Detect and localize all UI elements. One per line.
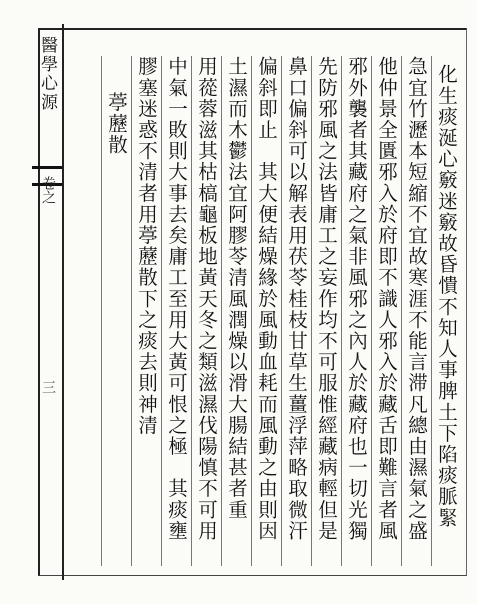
body-text	[66, 56, 461, 576]
book-title: 醫學心源	[37, 36, 57, 112]
text-column: 偏斜即止 其大便結燥緣於風動血耗而風動之由則因	[251, 56, 281, 566]
text-column: 膠塞迷惑不清者用葶藶散下之痰去則神清	[131, 56, 161, 566]
text-column: 邪外襲者其藏府之氣非風邪之內人於藏府也一切光獨	[341, 56, 371, 566]
text-column: 他仲景全匱邪入於府即不識人邪入於藏舌即難言者風	[371, 56, 401, 566]
text-column: 土濕而木鬱法宜阿膠苓清風潤燥以滑大腸結甚者重	[221, 56, 251, 566]
section-label: 卷之	[40, 176, 56, 204]
page-number: 三	[40, 380, 56, 394]
text-column: 先防邪風之法皆庸工之妄作均不可服惟經藏病輕但是	[311, 56, 341, 566]
text-column: 中氣一敗則大事去矣庸工至用大黃可恨之極 其痰壅	[161, 56, 191, 566]
text-column: 化生痰涎心竅迷竅故昏憒不知人事脾土下陷痰脈緊	[431, 56, 461, 566]
text-column: 急宜竹瀝本短縮不宜故寒涯不能言滞凡總由濕氣之盛	[401, 56, 431, 566]
prescription-title: 葶藶散	[101, 56, 131, 566]
text-column: 用蓯蓉滋其枯槁龜板地黃天冬之類滋濕伐陽慎不可用	[191, 56, 221, 566]
text-column: 鼻口偏斜可以解表用茯苓桂枝甘草生薑浮萍略取微汗	[281, 56, 311, 566]
